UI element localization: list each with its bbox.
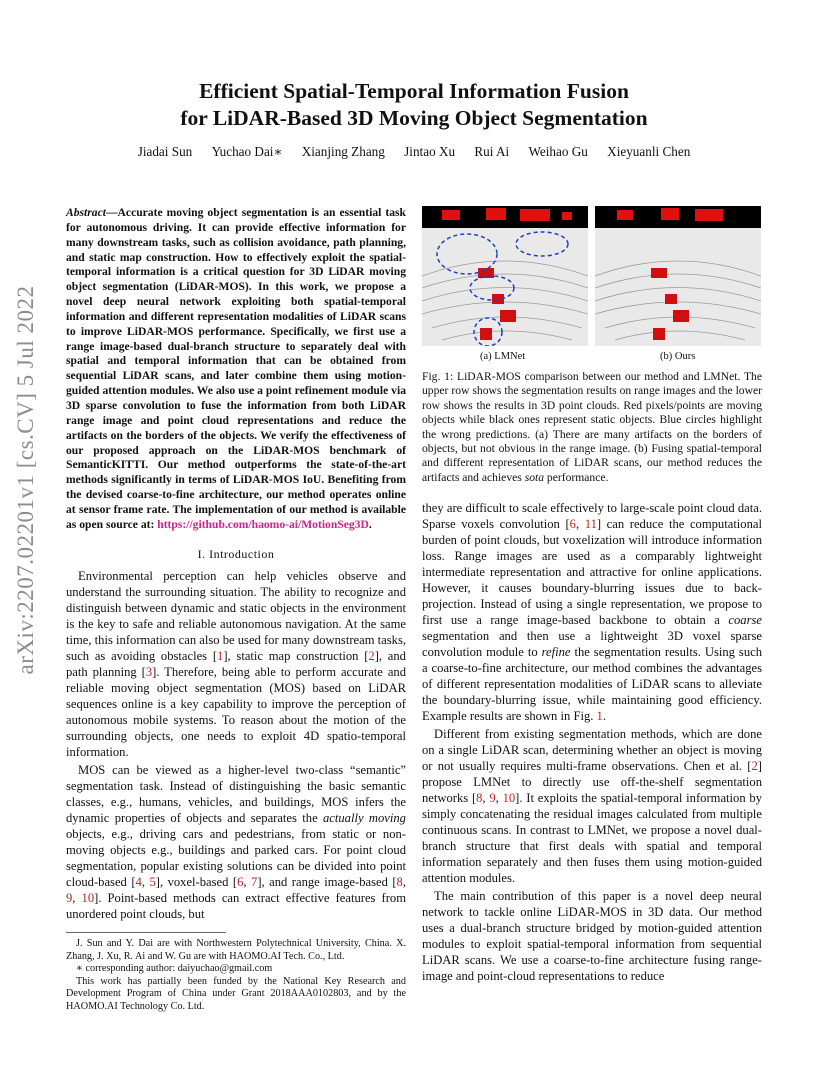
intro-left-column — [66, 568, 406, 922]
subcaption-lmnet: (a) LMNet — [480, 351, 526, 362]
figure-panel-lmnet — [422, 206, 588, 346]
title-line-1: Efficient Spatial-Temporal Information Fusion — [199, 79, 629, 103]
paragraph: MOS can be viewed as a higher-level two-class “semantic” segmentation task. Instead of distinguishing the basic semantic classes, e.g., humans, vehicles, and buildings, MOS infers the dynamic properties of objects and separates the actually moving objects, e.g., driving cars and pedestrians, from static or non-moving objects e.g., buildings and parked cars. For point cloud segmentation, popular existing solutions can be divided into point cloud-based [4, 5], voxel-based [6, 7], and range image-based [8, 9, 10]. Point-based methods can extract effective features from unordered point clouds, but — [66, 763, 407, 921]
paragraph: they are difficult to scale effectively to large-scale point cloud data. Sparse voxels convolution [6, 11] can reduce the computational burden of point clouds, but voxelization will introduce information loss. Range images are used as a comparably lightweight intermediate representation and attractive for online applications. However, it causes boundary-blurring issues due to back-projection. Instead of using a single representation, we propose to first use a range image-based backbone to obtain a coarse segmentation and then use a lightweight 3D voxel sparse convolution module to refine the segmentation results. Using such a coarse-to-fine architecture, our method combines the advantages of different representation modalities of LiDAR scans to alleviate the boundary-blurring issue, while maintaining good efficiency. Example results are shown in Fig. 1. — [422, 501, 762, 723]
abstract-label: Abstract — [66, 206, 106, 219]
paper-title — [0, 78, 828, 132]
abstract-text: —Accurate moving object segmentation is an essential task for autonomous driving. It can provide effective information for many downstream tasks, such as collision avoidance, path planning, and static map construction. How to effectively exploit the spatial-temporal information is a critical question for 3D LiDAR moving object segmentation (LiDAR-MOS). In this work, we propose a novel deep neural network exploiting both spatial-temporal information and different representation modalities of LiDAR scans to improve LiDAR-MOS performance. Specifically, we first use a range image-based dual-branch structure to separately deal with spatial and temporal information that can be obtained from sequential LiDAR scans, and later combine them using motion-guided attention modules. We also use a point refinement module via 3D sparse convolution to fuse the information from both LiDAR range image and point cloud representations and reduce the artifacts on the borders of the objects. We verify the effectiveness of our proposed approach on the LiDAR-MOS benchmark of SemanticKITTI. Our method outperforms the state-of-the-art methods significantly in terms of LiDAR-MOS IoU. Benefiting from the devised coarse-to-fine architecture, our method operates online at sensor frame rate. The implementation of our method is available as open source at: — [66, 206, 406, 531]
footnote-affiliation: J. Sun and Y. Dai are with Northwestern Polytechnical University, China. X. Zhang, J. Xu, R. Ai and W. Gu are with HAOMO.AI Tech. Co., Ltd. — [66, 938, 406, 962]
author: Jintao Xu — [404, 144, 456, 159]
author-list — [0, 144, 828, 160]
abstract-end: . — [368, 517, 372, 531]
title-line-2: for LiDAR-Based 3D Moving Object Segmentation — [180, 106, 648, 130]
figure-1 — [422, 206, 761, 366]
abstract — [66, 206, 406, 533]
author: Yuchao Dai∗ — [211, 144, 283, 159]
author: Xieyuanli Chen — [607, 144, 691, 159]
paragraph: The main contribution of this paper is a novel deep neural network to tackle online LiDAR-MOS in 3D data. Our method uses a dual-branch structure bridged by motion-guided attention modules to exploit spatial-temporal information from sequential LiDAR scans. We use a coarse-to-fine architecture fusing range-image and point-cloud representations to reduce — [422, 889, 762, 983]
arxiv-side-label — [2, 80, 50, 980]
footnote-rule — [66, 932, 226, 933]
figure-caption: Fig. 1: LiDAR-MOS comparison between our method and LMNet. The upper row shows the segmentation results on range images and the lower row shows the results in 3D point clouds. Red pixels/points are moving objects while black ones represent static objects. Blue circles highlight the wrong predictions. (a) There are many artifacts on the borders of objects, but not obvious in the range image. (b) Fusing spatial-temporal and different representation of LiDAR scans, our method reduces the artifacts and achieves sota performance. — [422, 370, 762, 484]
code-link[interactable]: https://github.com/haomo-ai/MotionSeg3D — [157, 517, 369, 531]
footnote-corresponding: ∗ corresponding author: daiyuchao@gmail.com — [76, 963, 273, 975]
ours-visualization — [595, 206, 761, 346]
paragraph: Environmental perception can help vehicles observe and understand the surrounding situation. The ability to recognize and distinguish between dynamic and static objects in the environment is the key to safe and reliable autonomous navigation. At the same time, this information can also be used for many downstream tasks, such as avoiding obstacles [1], static map construction [2], and path planning [3]. Therefore, being able to perform accurate and reliable moving object segmentation (MOS) based on LiDAR sequences online is a key capability to improve the perception of autonomous mobile systems. To reason about the motion of the surrounding objects, one needs to exploit 4D spatio-temporal information. — [66, 569, 407, 759]
section-heading: I. Introduction — [197, 547, 275, 561]
footnote-funding: This work has partially been funded by the National Key Research and Development Program of China under Grant 2018AAA0102803, and by the HAOMO.AI Technology Co. Ltd. — [66, 975, 406, 1012]
figure-panel-ours — [595, 206, 761, 346]
author: Weihao Gu — [528, 144, 588, 159]
author: Xianjing Zhang — [301, 144, 385, 159]
footnotes — [66, 938, 406, 1014]
author: Rui Ai — [474, 144, 510, 159]
subcaption-ours: (b) Ours — [660, 351, 696, 362]
lmnet-visualization — [422, 206, 588, 346]
arxiv-id-text: arXiv:2207.02201v1 [cs.CV] 5 Jul 2022 — [13, 285, 38, 675]
intro-right-column — [422, 500, 762, 984]
paragraph: Different from existing segmentation methods, which are done on a single LiDAR scan, determining whether an object is moving or not usually requires multi-frame observations. Chen et al. [2] propose LMNet to directly use off-the-shelf segmentation networks [8, 9, 10]. It exploits the spatial-temporal information by simply concatenating the residual images calculated from multiple continuous scans. In contrast to LMNet, we propose a novel dual-branch structure that first deals with spatial and temporal information separately and then fuses them using motion-guided attention modules. — [422, 727, 762, 885]
author: Jiadai Sun — [137, 144, 193, 159]
